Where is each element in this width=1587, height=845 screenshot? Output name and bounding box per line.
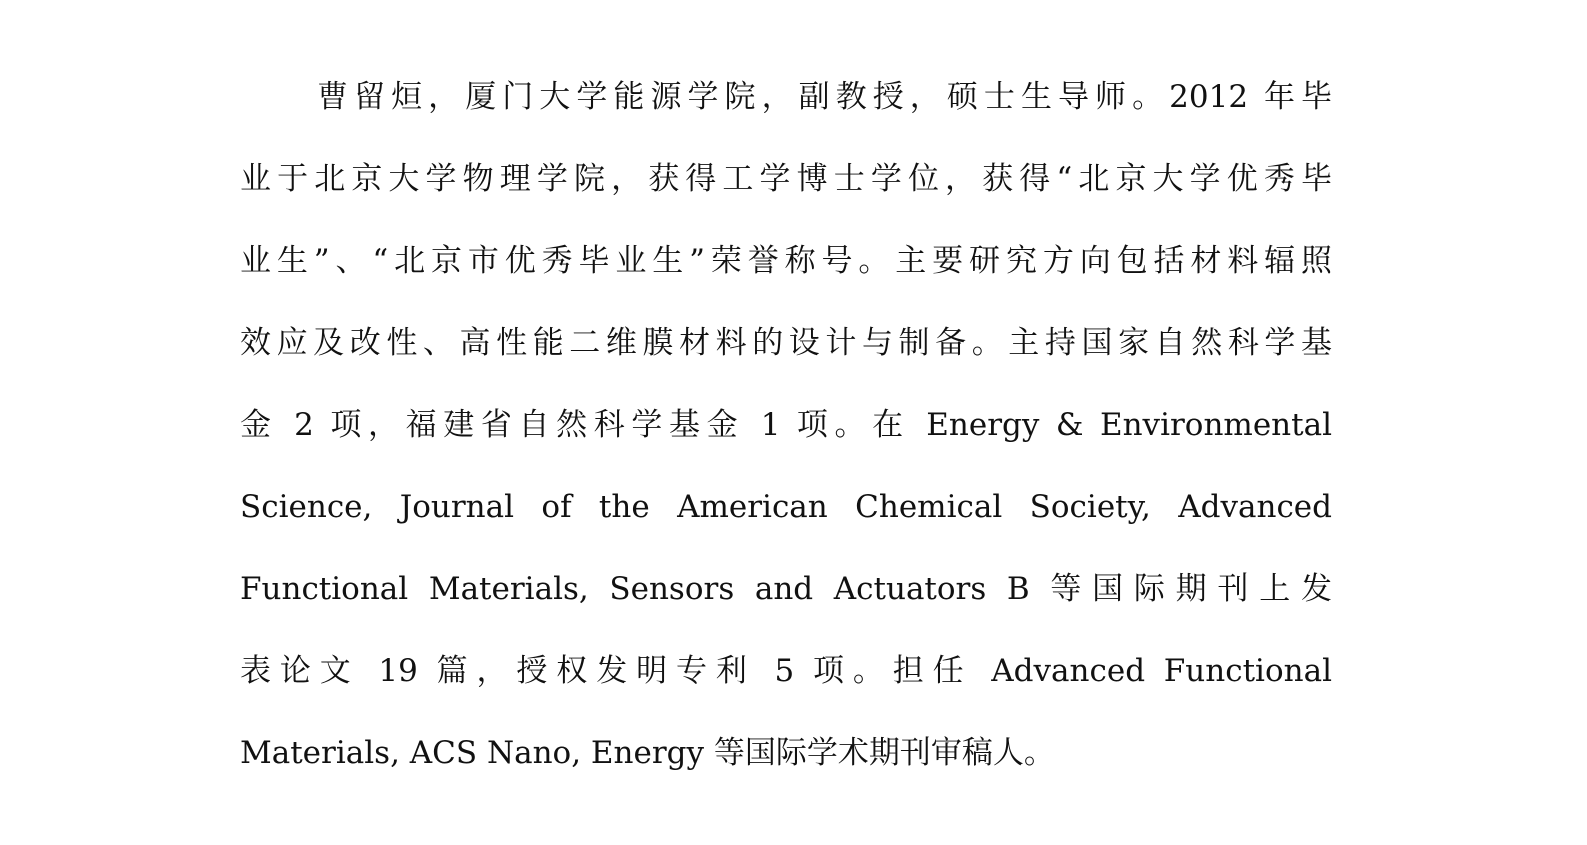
- paragraph-line: Materials, ACS Nano, Energy 等国际学术期刊审稿人。: [240, 735, 1055, 771]
- paragraph-line: 效应及改性、高性能二维膜材料的设计与制备。主持国家自然科学基: [240, 325, 1332, 361]
- paragraph-line: 曹留烜，厦门大学能源学院，副教授，硕士生导师。2012 年毕: [317, 79, 1332, 115]
- paragraph-line: 业于北京大学物理学院，获得工学博士学位，获得“北京大学优秀毕: [240, 161, 1332, 197]
- paragraph-line: Functional Materials, Sensors and Actuators B 等国际期刊上发: [240, 571, 1332, 607]
- paragraph-line: 金 2 项，福建省自然科学基金 1 项。在 Energy & Environmental: [240, 407, 1332, 443]
- paragraph-line: Science, Journal of the American Chemical Society, Advanced: [240, 489, 1332, 525]
- paragraph-line: 业生”、“北京市优秀毕业生”荣誉称号。主要研究方向包括材料辐照: [240, 243, 1332, 279]
- bio-paragraph: [240, 56, 1332, 794]
- paragraph-line: 表论文 19 篇，授权发明专利 5 项。担任 Advanced Functional: [240, 653, 1332, 689]
